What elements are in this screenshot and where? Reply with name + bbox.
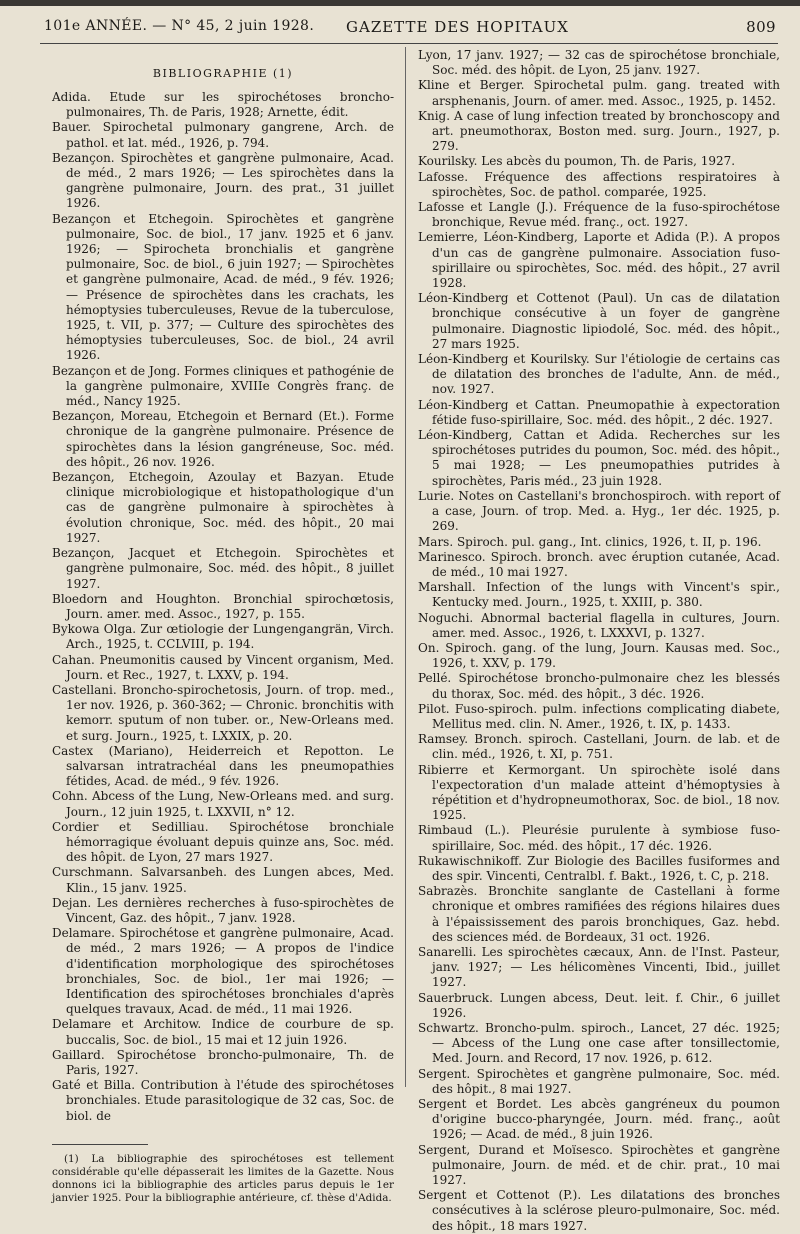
page-header <box>44 18 776 40</box>
bibliography-entry: Kline et Berger. Spirochetal pulm. gang. treated with arsphenanis, Journ. of amer. med. Assoc., 1925, p. 1452. <box>418 78 780 108</box>
bibliography-entry: Bloedorn and Houghton. Bronchial spirochœtosis, Journ. amer. med. Assoc., 1927, p. 155. <box>52 591 394 621</box>
bibliography-entry: Bezançon et Etchegoin. Spirochètes et gangrène pulmonaire, Soc. de biol., 17 janv. 1925 et 6 janv. 1926; — Spirocheta bronchialis et gangrène pulmonaire, Soc. de biol., 6 juin 1927; — Spirochètes et gangrène pulmonaire, Acad. de méd., 9 fév. 1926; — Présence de spirochètes dans les crachats, les hémoptysies tuberculeuses, Revue de la tuberculose, 1925, t. VII, p. 377; — Culture des spirochètes des hémoptysies tuberculeuses, Soc. de biol., 24 avril 1926. <box>52 211 394 363</box>
issue-info: 101e ANNÉE. — N° 45, 2 juin 1928. <box>44 18 315 34</box>
bibliography-entry: Sanarelli. Les spirochètes cæcaux, Ann. de l'Inst. Pasteur, janv. 1927; — Les hélicomènes Vincenti, Ibid., juillet 1927. <box>418 944 780 990</box>
bibliography-entry: Sergent et Bordet. Les abcès gangréneux du poumon d'origine bucco-pharyngée, Journ. méd. franç., août 1926; — Acad. de méd., 8 juin 1926. <box>418 1097 780 1142</box>
bibliography-entry: Cordier et Sedilliau. Spirochétose bronchiale hémorragique évoluant depuis quinze ans, Soc. méd. des hôpit. de Lyon, 27 mars 1927. <box>52 819 394 865</box>
bibliography-entry: Delamare et Architow. Indice de courbure de sp. buccalis, Soc. de biol., 15 mai et 12 juin 1926. <box>52 1017 394 1047</box>
bibliography-entry: Bauer. Spirochetal pulmonary gangrene, Arch. de pathol. et lat. méd., 1926, p. 794. <box>52 120 394 150</box>
footnote-rule <box>52 1144 148 1145</box>
bibliography-entry: Sergent et Cottenot (P.). Les dilatations des bronches consécutives à la sclérose pleuro-pulmonaire, Soc. méd. des hôpit., 18 mars 1927. <box>418 1188 780 1233</box>
bibliography-entry: Sabrazès. Bronchite sanglante de Castellani à forme chronique et ombres ramifiées des régions hilaires dues à l'épaississement des parois bronchiques, Gaz. hebd. des sciences méd. de Bordeaux, 31 oct. 1926. <box>418 884 780 944</box>
footnote: (1) La bibliographie des spirochétoses est tellement considérable qu'elle dépasserait les limites de la Gazette. Nous donnons ici la bibliographie des articles parus depuis le 1er janvier 1925. Pour la bibliographie antérieure, cf. thèse d'Adida. <box>52 1152 394 1205</box>
bibliography-entry: Ramsey. Bronch. spiroch. Castellani, Journ. de lab. et de clin. méd., 1926, t. XI, p. 751. <box>418 732 780 762</box>
top-border <box>0 0 800 6</box>
bibliography-entry: Lyon, 17 janv. 1927; — 32 cas de spirochétose bronchiale, Soc. méd. des hôpit. de Lyon, 25 janv. 1927. <box>418 48 780 78</box>
bibliography-entry: Lafosse et Langle (J.). Fréquence de la fuso-spirochétose bronchique, Revue méd. franç., oct. 1927. <box>418 200 780 230</box>
bibliography-entry: Noguchi. Abnormal bacterial flagella in cultures, Journ. amer. med. Assoc., 1926, t. LXXXVI, p. 1327. <box>418 610 780 640</box>
bibliography-entry: Bykowa Olga. Zur œtiologie der Lungengangrän, Virch. Arch., 1925, t. CCLVIII, p. 194. <box>52 622 394 652</box>
bibliography-entry: Rukawischnikoff. Zur Biologie des Bacilles fusiformes and des spir. Vincenti, Centralbl. f. Bakt., 1926, t. C, p. 218. <box>418 853 780 883</box>
bibliography-entry: Castex (Mariano), Heiderreich et Repotton. Le salvarsan intratrachéal dans les pneumopathies fétides, Acad. de méd., 9 fév. 1926. <box>52 743 394 789</box>
column-divider <box>405 47 406 1087</box>
bibliography-entry: Pilot. Fuso-spiroch. pulm. infections complicating diabete, Mellitus med. clin. N. Amer., 1926, t. IX, p. 1433. <box>418 701 780 731</box>
bibliography-entry: Knig. A case of lung infection treated by bronchoscopy and art. pneumothorax, Boston med. surg. Journ., 1927, p. 279. <box>418 108 780 154</box>
bibliography-entry: Cahan. Pneumonitis caused by Vincent organism, Med. Journ. et Rec., 1927, t. LXXV, p. 194. <box>52 652 394 682</box>
bibliography-entry: Léon-Kindberg, Cattan et Adida. Recherches sur les spirochétoses putrides du poumon, Soc. méd. des hôpit., 5 mai 1928; — Les pneumopathies putrides à spirochètes, Paris méd., 23 juin 1928. <box>418 428 780 488</box>
bibliography-entry: Adida. Etude sur les spirochétoses broncho-pulmonaires, Th. de Paris, 1928; Arnette, édit. <box>52 90 394 120</box>
bibliography-entry: Schwartz. Broncho-pulm. spiroch., Lancet, 27 déc. 1925; — Abcess of the Lung one case after tonsillectomie, Med. Journ. and Record, 17 nov. 1926, p. 612. <box>418 1021 780 1066</box>
bibliography-entry: Bezançon et de Jong. Formes cliniques et pathogénie de la gangrène pulmonaire, XVIIIe Congrès franç. de méd., Nancy 1925. <box>52 363 394 409</box>
bibliography-entry: Castellani. Broncho-spirochetosis, Journ. of trop. med., 1er nov. 1926, p. 360-362; — Chronic. bronchitis with kemorr. sputum of non tuber. or., New-Orleans med. et surg. Journ., 1925, t. LXXIX, p. 20. <box>52 682 394 743</box>
bibliography-entry: Marinesco. Spiroch. bronch. avec éruption cutanée, Acad. de méd., 10 mai 1927. <box>418 549 780 579</box>
bibliography-entry: Léon-Kindberg et Cottenot (Paul). Un cas de dilatation bronchique consécutive à un foyer de gangrène pulmonaire. Diagnostic lipiodolé, Soc. méd. des hôpit., 27 mars 1925. <box>418 291 780 351</box>
page-number: 809 <box>746 18 776 36</box>
header-rule <box>40 43 778 44</box>
bibliography-entry: On. Spiroch. gang. of the lung, Journ. Kausas med. Soc., 1926, t. XXV, p. 179. <box>418 640 780 671</box>
bibliography-entry: Marshall. Infection of the lungs with Vincent's spir., Kentucky med. Journ., 1925, t. XXIII, p. 380. <box>418 580 780 610</box>
bibliography-entry: Lemierre, Léon-Kindberg, Laporte et Adida (P.). A propos d'un cas de gangrène pulmonaire. Association fuso-spirillaire ou spirochètes, Soc. méd. des hôpit., 27 avril 1928. <box>418 230 780 291</box>
bibliography-entry: Bezançon, Moreau, Etchegoin et Bernard (Et.). Forme chronique de la gangrène pulmonaire. Présence de spirochètes dans la lésion gangréneuse, Soc. méd. des hôpit., 26 nov. 1926. <box>52 409 394 469</box>
bibliography-entry: Mars. Spiroch. pul. gang., Int. clinics, 1926, t. II, p. 196. <box>418 534 762 549</box>
bibliography-entry: Gaillard. Spirochétose broncho-pulmonaire, Th. de Paris, 1927. <box>52 1047 394 1077</box>
bibliography-entry: Léon-Kindberg et Cattan. Pneumopathie à expectoration fétide fuso-spirillaire, Soc. méd. des hôpit., 2 déc. 1927. <box>418 397 780 427</box>
bibliography-entry: Delamare. Spirochétose et gangrène pulmonaire, Acad. de méd., 2 mars 1926; — A propos de l'indice d'identification morphologique des spirochétoses bronchiales, Soc. de biol., 1er mai 1926; — Identification des spirochétoses bronchiales d'après quelques travaux, Acad. de méd., 11 mai 1926. <box>52 926 394 1017</box>
bibliography-entry: Pellé. Spirochétose broncho-pulmonaire chez les blessés du thorax, Soc. méd. des hôpit., 3 déc. 1926. <box>418 671 780 701</box>
bibliography-entry: Bezançon, Etchegoin, Azoulay et Bazyan. Etude clinique microbiologique et histopathologique d'un cas de gangrène pulmonaire à spirochètes à évolution chronique, Soc. méd. des hôpit., 20 mai 1927. <box>52 470 394 545</box>
bibliography-entry: Gaté et Billa. Contribution à l'étude des spirochétoses bronchiales. Etude parasitologique de 32 cas, Soc. de biol. de <box>52 1078 394 1123</box>
section-title: BIBLIOGRAPHIE (1) <box>152 67 294 80</box>
bibliography-entry: Sauerbruck. Lungen abcess, Deut. leit. f. Chir., 6 juillet 1926. <box>418 990 780 1020</box>
bibliography-entry: Léon-Kindberg et Kourilsky. Sur l'étiologie de certains cas de dilatation des bronches de l'adulte, Ann. de méd., nov. 1927. <box>418 352 780 397</box>
bibliography-entry: Bezançon, Jacquet et Etchegoin. Spirochètes et gangrène pulmonaire, Soc. méd. des hôpit., 8 juillet 1927. <box>52 546 394 591</box>
bibliography-entry: Dejan. Les dernières recherches à fuso-spirochètes de Vincent, Gaz. des hôpit., 7 janv. 1928. <box>52 895 394 925</box>
bibliography-entry: Curschmann. Salvarsanbeh. des Lungen abces, Med. Klin., 15 janv. 1925. <box>52 865 394 895</box>
bibliography-entry: Sergent. Spirochètes et gangrène pulmonaire, Soc. méd. des hôpit., 8 mai 1927. <box>418 1066 780 1096</box>
bibliography-entry: Rimbaud (L.). Pleurésie purulente à symbiose fuso-spirillaire, Soc. méd. des hôpit., 17 déc. 1926. <box>418 823 780 853</box>
bibliography-list-right <box>418 48 780 1234</box>
bibliography-entry: Lurie. Notes on Castellani's bronchospiroch. with report of a case, Journ. of trop. Med. a. Hyg., 1er déc. 1925, p. 269. <box>418 488 780 534</box>
bibliography-list-left <box>52 90 394 1124</box>
bibliography-entry: Cohn. Abcess of the Lung, New-Orleans med. and surg. Journ., 12 juin 1925, t. LXXVII, n° 12. <box>52 789 394 819</box>
publication-title: GAZETTE DES HOPITAUX <box>346 18 569 36</box>
bibliography-entry: Bezançon. Spirochètes et gangrène pulmonaire, Acad. de méd., 2 mars 1926; — Les spirochètes dans la gangrène pulmonaire, Journ. des prat., 31 juillet 1926. <box>52 150 394 211</box>
left-column <box>52 50 394 1206</box>
right-column <box>418 48 780 1234</box>
bibliography-entry: Ribierre et Kermorgant. Un spirochète isolé dans l'expectoration d'un malade atteint d'hémoptysies à répétition et d'hydropneumothorax, Soc. de biol., 18 nov. 1925. <box>418 762 780 823</box>
bibliography-entry: Kourilsky. Les abcès du poumon, Th. de Paris, 1927. <box>418 154 736 169</box>
bibliography-entry: Sergent, Durand et Moïsesco. Spirochètes et gangrène pulmonaire, Journ. de méd. et de chir. prat., 10 mai 1927. <box>418 1142 780 1188</box>
bibliography-entry: Lafosse. Fréquence des affections respiratoires à spirochètes, Soc. de pathol. comparée, 1925. <box>418 169 780 199</box>
